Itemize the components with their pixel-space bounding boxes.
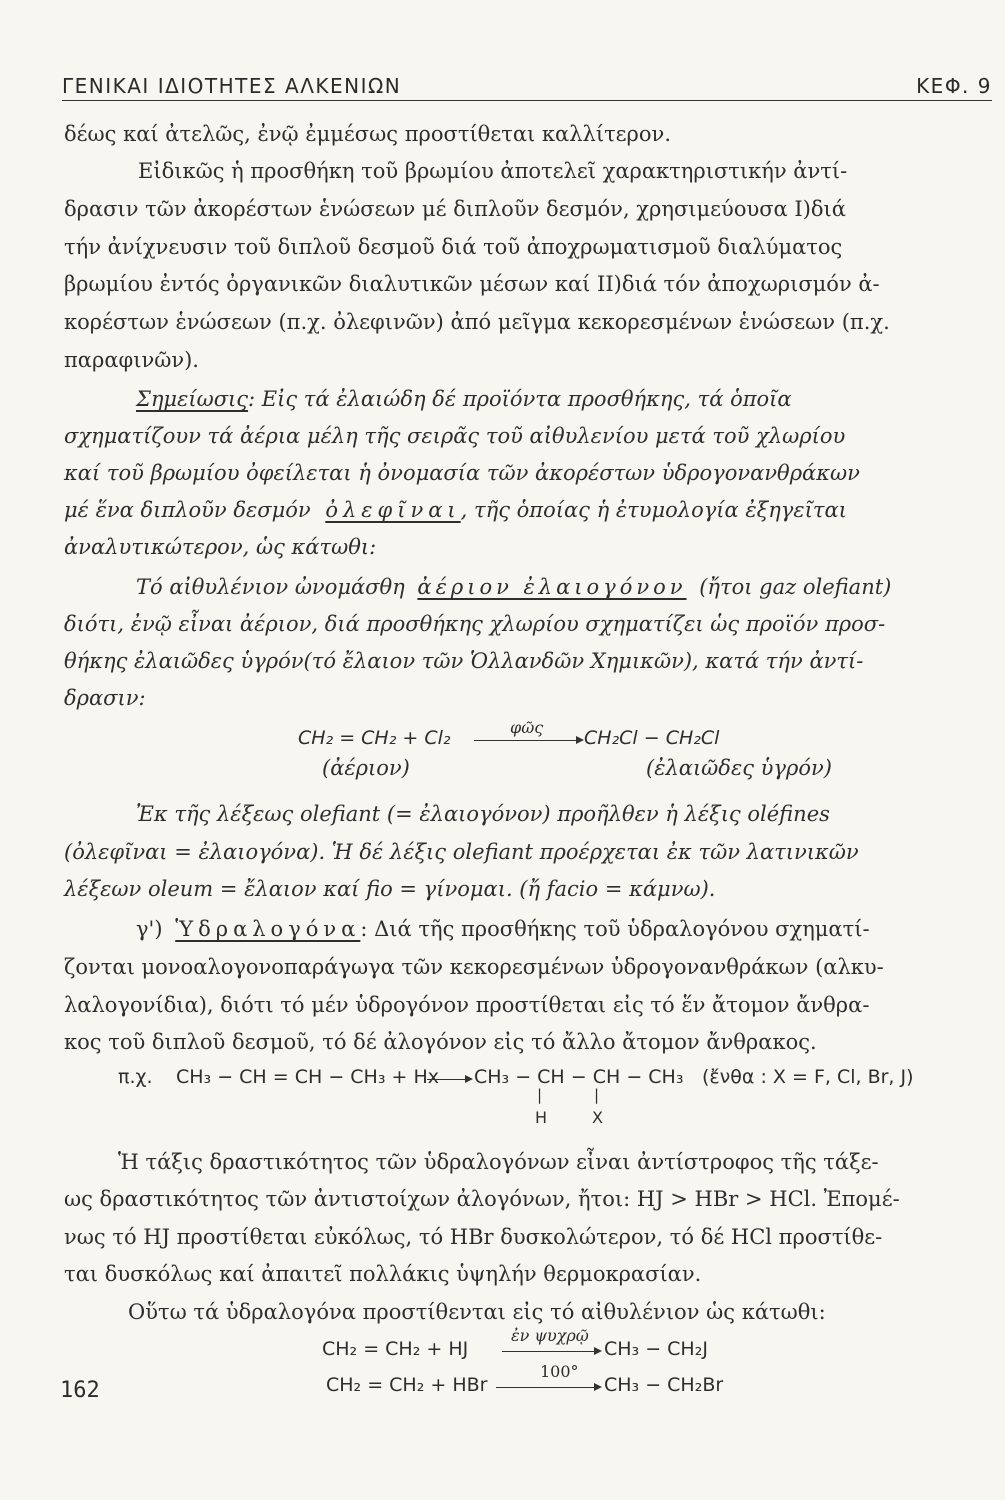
equation-3-left: CH₂ = CH₂ + HJ [322,1338,469,1360]
equation-2-left: CH₃ − CH = CH − CH₃ + Hx [176,1066,439,1088]
text-line: Ἡ τάξις δραστικότητος τῶν ὑδραλογόνων εἶναι ἀντίστροφος τῆς τάξε- [118,1150,879,1174]
page-number: 162 [60,1378,100,1403]
text-line: τήν ἀνίχνευσιν τοῦ διπλοῦ δεσμοῦ διά τοῦ ἀποχρωματισμοῦ διαλύματος [64,235,843,259]
equation-1-right: CH₂Cl − CH₂Cl [584,727,720,749]
text-line [136,917,870,941]
note-heading: Σημείωσις [136,387,249,411]
text-line: ἀναλυτικώτερον, ὡς κάτωθι: [64,535,377,559]
text-line: κορέστων ἑνώσεων (π.χ. ὀλεφινῶν) ἀπό μεῖγμα κεκορεσμένων ἑνώσεων (π.χ. [64,310,890,334]
text-span: : Διά τῆς προσθήκης τοῦ ὑδραλογόνου σχηματί- [360,917,870,941]
text-line: (ὀλεφῖναι = ἐλαιογόνα). Ἡ δέ λέξις olefiant προέρχεται ἐκ τῶν λατινικῶν [64,840,859,864]
text-line [136,387,792,411]
text-line: δέως καί ἀτελῶς, ἐνῷ ἐμμέσως προστίθεται καλλίτερον. [64,122,671,146]
text-line: λαλογονίδια), διότι τό μέν ὑδρογόνον προστίθεται εἰς τό ἕν ἄτομον ἄνθρα- [64,993,870,1017]
text-line: ται δυσκόλως καί ἀπαιτεῖ πολλάκις ὑψηλήν θερμοκρασίαν. [64,1262,702,1286]
equation-1-left: CH₂ = CH₂ + Cl₂ [298,727,451,749]
equation-3-right: CH₃ − CH₂J [604,1338,708,1360]
text-line: Οὕτω τά ὑδραλογόνα προστίθενται εἰς τό αἰθυλένιον ὡς κάτωθι: [128,1300,826,1324]
reaction-arrow-icon [502,1351,600,1352]
text-span: μέ ἕνα διπλοῦν δεσμόν [64,498,311,522]
text-line: Εἰδικῶς ἡ προσθήκη τοῦ βρωμίου ἀποτελεῖ χαρακτηριστικήν ἀντί- [138,159,848,183]
text-span: : Εἰς τά ἐλαιώδη δέ προϊόντα προσθήκης, τά ὁποῖα [248,387,792,411]
equation-2-right: CH₃ − CH − CH − CH₃ [474,1066,684,1088]
text-line: θήκης ἐλαιῶδες ὑγρόν(τό ἔλαιον τῶν Ὁλλανδῶν Χημικῶν), κατά τήν ἀντί- [64,649,864,673]
equation-1-right-note: (ἐλαιῶδες ὑγρόν) [646,756,832,780]
text-line: Ἐκ τῆς λέξεως olefiant (= ἐλαιογόνον) προῆλθεν ἡ λέξις oléfines [136,802,830,826]
text-span: (ἤτοι gaz olefiant) [699,575,892,599]
text-line [136,575,891,599]
emphasis-term: ἀέριον ἐλαιογόνον [417,575,687,599]
equation-2-note: (ἔνθα : X = F, Cl, Br, J) [702,1066,914,1088]
text-line: λέξεων oleum = ἔλαιον καί fio = γίνομαι. (ἤ facio = κάμνω). [64,877,716,901]
text-line: νως τό HJ προστίθεται εὐκόλως, τό HBr δυσκολώτερον, τό δέ HCl προστίθε- [64,1225,883,1249]
text-span: , τῆς ὁποίας ἡ ἐτυμολογία ἐξηγεῖται [460,498,847,522]
equation-4-left: CH₂ = CH₂ + HBr [326,1374,488,1396]
text-line [64,498,847,522]
page-header [62,70,992,101]
bond-line: | [537,1086,543,1104]
header-title: ΓΕΝΙΚΑΙ ΙΔΙΟΤΗΤΕΣ ΑΛΚΕΝΙΩΝ [62,74,402,98]
reaction-arrow-icon [427,1079,471,1080]
text-line: βρωμίου ἐντός ὀργανικῶν διαλυτικῶν μέσων καί ΙΙ)διά τόν ἀποχωρισμόν ἀ- [64,272,880,296]
equation-1-left-note: (ἀέριον) [322,756,410,780]
text-line: δρασιν: [64,686,146,710]
emphasis-term: ὀλεφῖναι [325,498,461,522]
text-line: ως δραστικότητος τῶν ἀντιστοίχων ἀλογόνων, ἤτοι: HJ > HBr > HCl. Ἐπομέ- [64,1187,900,1211]
section-heading: Ὑδραλογόνα [175,917,361,941]
text-line: καί τοῦ βρωμίου ὀφείλεται ἡ ὀνομασία τῶν ἀκορέστων ὑδρογονανθράκων [64,461,860,485]
text-line: παραφινῶν). [64,348,199,372]
reaction-arrow-icon [496,1387,600,1388]
text-span: γ') [136,917,163,941]
header-chapter: ΚΕΦ. 9 [916,74,992,98]
text-line: ζονται μονοαλογονοπαράγωγα τῶν κεκορεσμένων ὑδρογονανθράκων (αλκυ- [64,955,884,979]
substituent-x: X [592,1108,603,1127]
equation-4-condition: 100° [540,1362,579,1381]
text-span: Τό αἰθυλένιον ὠνομάσθη [136,575,405,599]
equation-3-condition: ἐν ψυχρῷ [511,1326,589,1345]
text-line: σχηματίζουν τά ἀέρια μέλη τῆς σειρᾶς τοῦ αἰθυλενίου μετά τοῦ χλωρίου [64,424,846,448]
equation-1-condition: φῶς [510,718,544,737]
substituent-h: H [535,1108,548,1127]
bond-line: | [594,1086,600,1104]
text-line: δρασιν τῶν ἀκορέστων ἑνώσεων μέ διπλοῦν δεσμόν, χρησιμεύουσα Ι)διά [64,197,846,221]
equation-2-prefix: π.χ. [118,1066,153,1088]
reaction-arrow-icon [474,740,582,741]
text-line: κος τοῦ διπλοῦ δεσμοῦ, τό δέ ἀλογόνον εἰς τό ἄλλο ἄτομον ἄνθρακος. [64,1030,817,1054]
text-line: διότι, ἐνῷ εἶναι ἀέριον, διά προσθήκης χλωρίου σχηματίζει ὡς προϊόν προσ- [64,612,886,636]
equation-4-right: CH₃ − CH₂Br [604,1374,724,1396]
